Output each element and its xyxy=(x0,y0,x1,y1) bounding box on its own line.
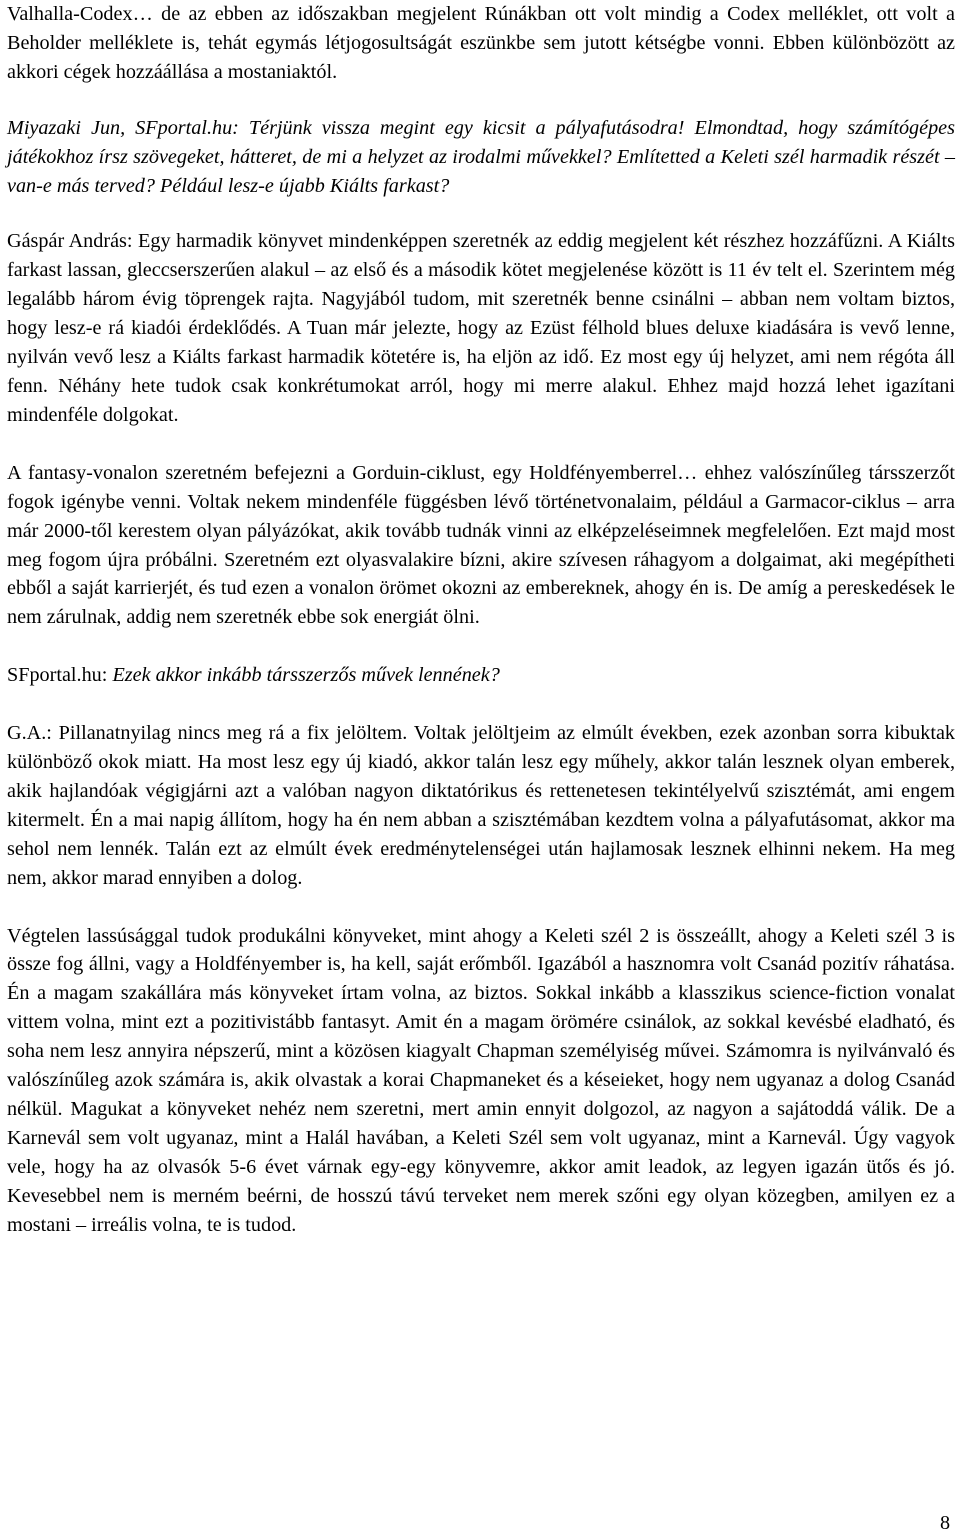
answer-candidates: G.A.: Pillanatnyilag nincs meg rá a fix jelöltem. Voltak jelöltjeim az elmúlt években, ezek azonban sorra kibuktak különböző okok miatt. Ha most lesz egy új kiadó, akkor talán lesz egy műhely, akkor talán lesznek olyan emberek, akik hajlandóak végigjárni azt a valóban nagyon diktatórikus és rettenetesen tekintélyelvű szisztémát, ami engem kitermelt. Én a mai napig állítom, hogy ha én nem abban a szisztémában kezdtem volna a pályafutásomat, akkor ma sehol nem lennék. Talán ezt az elmúlt évek eredménytelenségei után hajlamosak lesznek elhinni nekem. Ha meg nem, akkor marad ennyiben a dolog. xyxy=(7,722,955,889)
question-coauthor xyxy=(7,661,955,690)
question-text: Térjünk vissza megint egy kicsit a pályafutásodra! Elmondtad, hogy számítógépes játékokhoz írsz szövegeket, hátteret, de mi a helyzet az irodalmi művekkel? Említetted a Keleti szél harmadik részét – van-e más terved? Például lesz-e újabb Kiálts farkast? xyxy=(7,116,956,197)
interviewer-label: Miyazaki Jun, SFportal.hu: xyxy=(7,116,239,139)
question-career xyxy=(7,114,955,201)
question-text: Ezek akkor inkább társszerzős művek lennének? xyxy=(112,664,500,687)
document-page xyxy=(7,0,955,1240)
paragraph-slow-books: Végtelen lassúsággal tudok produkálni könyveket, mint ahogy a Keleti szél 2 is összeállt, ahogy a Keleti szél 3 is össze fog állni, vagy a Holdfényember is, ha kell, saját erőmből. Igazából a hasznomra volt Csanád pozitív ráhatása. Én a magam szakállára más könyveket írtam volna, az biztos. Sokkal inkább a klasszikus science-fiction vonalat vittem volna, mint ezt a pozitivistább fantasyt. Amit én a magam örömére csinálok, az sokkal kevésbé eladható, és soha nem lesz annyira népszerű, mint a közösen kiagyalt Chapman személyiség művei. Számomra is nyilvánvaló és valószínűleg azok számára is, akik olvastak a korai Chapmaneket és a késeieket, hogy nem ugyanaz a dolog Csanád nélkül. Magukat a könyveket nehéz nem szeretni, mert amin ennyit dolgozol, az nagyon a sajátoddá válik. De a Karnevál sem volt ugyanaz, mint a Halál havában, a Keleti Szél sem volt ugyanaz, mint a Karnevál. Úgy vagyok vele, hogy ha az olvasók 5-6 évet várnak egy-egy könyvemre, akkor amit leadok, az legyen igazán ütős és jó. Kevesebbel nem is merném beérni, de hosszú távú terveket nem merek szőni egy olyan közegben, amilyen ez a mostani – irreális volna, te is tudod. xyxy=(7,924,955,1236)
paragraph-fantasy: A fantasy-vonalon szeretném befejezni a Gorduin-ciklust, egy Holdfényemberrel… ehhez valószínűleg társszerzőt fogok igénybe venni. Voltak nekem mindenféle függésben lévő történetvonalaim, például a Garmacor-ciklus – arra már 2000-től kerestem olyan pályázókat, akik tovább tudnák vinni az elképzeléseimnek megfelelően. Ezt majd most meg fogom újra próbálni. Szeretném ezt olyasvalakire bízni, akire szívesen ráhagyom a dolgaimat, aki megépítheti ebből a saját karrierjét, és tud ezen a vonalon örömet okozni az embereknek, ahogy én is. De amíg a pereskedések le nem zárulnak, addig nem szeretnék ebbe sok energiát ölni. xyxy=(7,461,955,629)
interviewer-label: SFportal.hu: xyxy=(7,664,108,687)
paragraph-intro: Valhalla-Codex… de az ebben az időszakban megjelent Rúnákban ott volt mindig a Codex melléklet, ott volt a Beholder melléklete is, tehát egymás létjogosultságát eszünkbe sem jutott kétségbe vonni. Ebben különbözött az akkori cégek hozzáállása a mostaniaktól. xyxy=(7,3,955,83)
page-number: 8 xyxy=(940,1512,951,1534)
answer-third-book: Gáspár András: Egy harmadik könyvet mindenképpen szeretnék az eddig megjelent két részhez hozzáfűzni. A Kiálts farkast lassan, gleccserszerűen alakul – az első és a második kötet megjelenése között is 11 év telt el. Szerintem még legalább három évig töprengek rajta. Nagyjából tudom, mit szeretnék benne csinálni – abban nem voltam biztos, hogy lesz-e rá kiadói érdeklődés. A Tuan már jelezte, hogy az Ezüst félhold blues deluxe kiadására is vevő lenne, nyilván vevő lesz a Kiálts farkast harmadik kötetére is, ha eljön az idő. Ez most egy új helyzet, ami nem régóta áll fenn. Néhány hete tudok csak konkrétumokat arról, hogy mi merre alakul. Ehhez majd hozzá lehet igazítani mindenféle dolgokat. xyxy=(7,230,955,426)
